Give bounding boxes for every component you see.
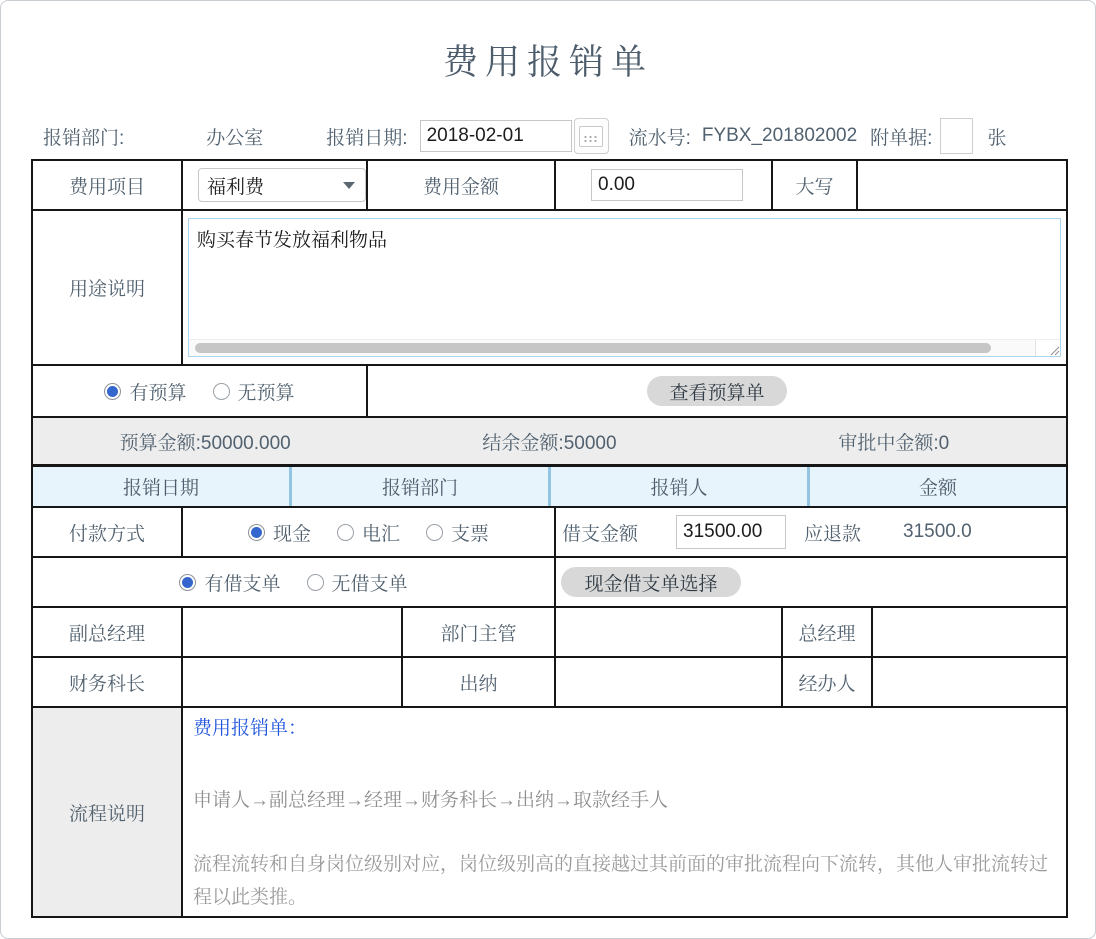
scrollbar-thumb[interactable] <box>195 343 991 353</box>
approval-row-1 <box>33 608 1066 658</box>
radio-unselected-icon <box>307 574 324 591</box>
caps-label: 大写 <box>773 161 858 209</box>
payment-radio-group <box>248 519 489 546</box>
process-flow: 申请人→副总经理→经理→财务科长→出纳→取款经手人 <box>193 790 669 811</box>
refund-label: 应退款 <box>804 523 862 545</box>
dept-head-value <box>556 608 783 656</box>
radio-check[interactable] <box>426 519 489 546</box>
budget-amount-text: 预算金额:50000.000 <box>119 432 291 454</box>
radio-no-budget[interactable] <box>213 378 295 405</box>
dept-value: 办公室 <box>206 127 264 149</box>
gm-label: 总经理 <box>783 608 873 656</box>
budget-radio-cell <box>33 366 368 416</box>
budget-radio-group <box>104 378 294 405</box>
purpose-text: 购买春节发放福利物品 <box>197 230 388 251</box>
gm-value <box>873 608 1066 656</box>
loan-select-cell <box>556 558 1066 606</box>
loan-slip-radio-cell <box>33 558 556 606</box>
cashier-value <box>556 658 783 706</box>
deputy-gm-value <box>183 608 403 656</box>
budget-balance-text: 结余金额:50000 <box>482 432 617 454</box>
loan-amount-input[interactable] <box>676 515 786 549</box>
calendar-icon <box>579 126 603 147</box>
radio-selected-icon <box>104 383 121 400</box>
deputy-gm-label: 副总经理 <box>33 608 183 656</box>
radio-selected-icon <box>179 574 196 591</box>
expense-form-table <box>31 159 1068 918</box>
radio-selected-icon <box>248 524 265 541</box>
handler-label: 经办人 <box>783 658 873 706</box>
has-budget-label: 有预算 <box>129 382 187 404</box>
date-input[interactable] <box>420 120 572 152</box>
process-title: 费用报销单： <box>193 718 308 739</box>
expense-amount-cell <box>556 161 773 209</box>
check-label: 支票 <box>451 523 490 545</box>
finance-chief-value <box>183 658 403 706</box>
purpose-cell <box>183 211 1066 364</box>
no-loan-slip-label: 无借支单 <box>331 573 408 595</box>
attach-label: 附单据: <box>870 127 933 149</box>
purpose-label: 用途说明 <box>33 211 183 364</box>
expense-item-row <box>33 161 1066 211</box>
process-label: 流程说明 <box>33 708 183 916</box>
expense-amount-input[interactable] <box>591 169 743 201</box>
purpose-textarea[interactable] <box>188 218 1061 357</box>
radio-unselected-icon <box>213 383 230 400</box>
resize-handle[interactable] <box>1035 340 1060 356</box>
payment-options-cell <box>183 508 556 556</box>
chevron-down-icon <box>343 182 355 189</box>
calendar-button[interactable] <box>574 118 609 154</box>
budget-choice-row <box>33 366 1066 418</box>
resize-grip-icon <box>1048 344 1060 356</box>
radio-cash[interactable] <box>248 519 311 546</box>
page-title: 费用报销单 <box>442 43 653 82</box>
expense-item-label: 费用项目 <box>33 161 183 209</box>
radio-no-loan-slip[interactable] <box>307 569 408 596</box>
cash-label: 现金 <box>272 523 311 545</box>
radio-has-budget[interactable] <box>104 378 186 405</box>
date-label: 报销日期: <box>326 127 408 149</box>
history-col-date: 报销日期 <box>33 467 292 506</box>
loan-select-button[interactable]: 现金借支单选择 <box>561 567 741 597</box>
budget-approving-text: 审批中金额:0 <box>838 432 950 454</box>
view-budget-cell <box>368 366 1066 416</box>
radio-unselected-icon <box>337 524 354 541</box>
attach-count-input[interactable] <box>940 118 973 154</box>
dept-label: 报销部门: <box>43 127 125 149</box>
scrollbar-track[interactable] <box>189 340 1035 356</box>
has-loan-slip-label: 有借支单 <box>204 573 281 595</box>
serial-label: 流水号: <box>628 127 691 149</box>
form-header-bar <box>31 114 1064 158</box>
approval-row-2 <box>33 658 1066 708</box>
expense-amount-label: 费用金额 <box>368 161 556 209</box>
radio-wire[interactable] <box>337 519 400 546</box>
payment-row <box>33 508 1066 558</box>
caps-value-cell <box>858 161 1066 209</box>
attach-unit: 张 <box>987 127 1007 149</box>
payment-method-label: 付款方式 <box>33 508 183 556</box>
history-header-row <box>33 466 1066 508</box>
view-budget-button[interactable]: 查看预算单 <box>647 376 786 406</box>
expense-item-value: 福利费 <box>207 176 265 198</box>
refund-value: 31500.0 <box>903 521 972 542</box>
radio-has-loan-slip[interactable] <box>179 569 280 596</box>
wire-label: 电汇 <box>361 523 400 545</box>
serial-value: FYBX_201802002 <box>701 125 858 146</box>
finance-chief-label: 财务科长 <box>33 658 183 706</box>
no-budget-label: 无预算 <box>237 382 295 404</box>
loan-slip-row <box>33 558 1066 608</box>
budget-amounts-row <box>33 418 1066 466</box>
expense-item-cell <box>183 161 368 209</box>
purpose-scrollbar <box>189 339 1060 356</box>
process-note: 流程流转和自身岗位级别对应，岗位级别高的直接越过其前面的审批流程向下流转，其他人审批流转过程以此类推。 <box>193 854 1049 908</box>
radio-unselected-icon <box>426 524 443 541</box>
process-content <box>183 708 1066 916</box>
expense-item-select[interactable] <box>198 168 366 202</box>
loan-slip-radio-group <box>179 569 407 596</box>
cashier-label: 出纳 <box>403 658 556 706</box>
history-col-amount: 金额 <box>810 467 1066 506</box>
dept-head-label: 部门主管 <box>403 608 556 656</box>
process-row <box>33 708 1066 916</box>
history-col-person: 报销人 <box>551 467 810 506</box>
loan-amount-label: 借支金额 <box>562 523 639 545</box>
loan-amount-cell <box>556 508 1066 556</box>
history-col-dept: 报销部门 <box>292 467 551 506</box>
handler-value <box>873 658 1066 706</box>
purpose-row <box>33 211 1066 366</box>
